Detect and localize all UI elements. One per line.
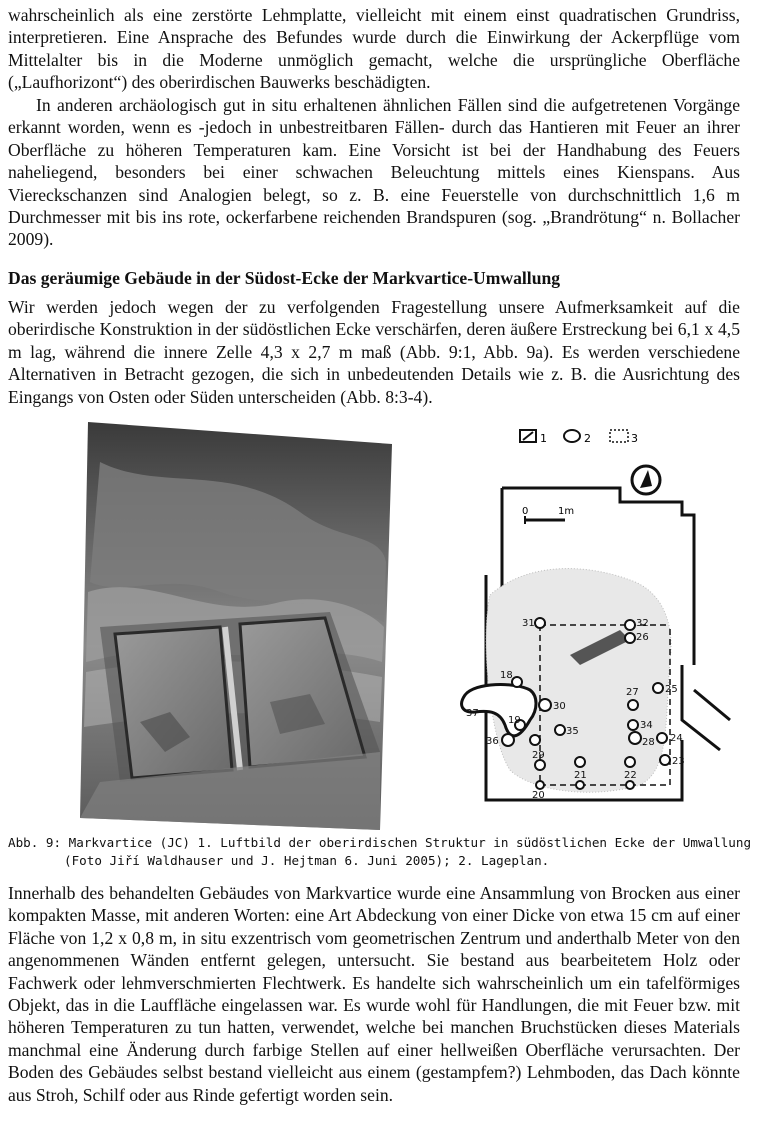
feature-label: 20 [532, 790, 545, 801]
paragraph-analogies: In anderen archäologisch gut in situ erhaltenen ähnlichen Fällen sind die aufgetretenen Vorgänge erkannt worden, wenn es -jedoch in unbestreitbaren Fällen- durch das Hantieren mit Feuer an ihrer Oberfläche zu höheren Temperaturen kam. Eine Vorsicht ist bei der Handhabung des Feuers naheliegend, besonders bei einer schwachen Beleuchtung mittels eines Kienspans. Aus Viereckschanzen sind Analogien belegt, so z. B. eine Feuerstelle von durchschnittlich 1,6 m Durchmesser mit bis ins rote, ockerfarbene reichenden Brandspuren (sog. „Brandrötung“ n. Bollacher 2009). [8, 95, 740, 250]
feature-label: 34 [640, 720, 653, 731]
section-heading: Das geräumige Gebäude in der Südost-Ecke der Markvartice-Umwallung [8, 268, 561, 288]
legend-label-3: 3 [631, 432, 638, 445]
caption-line-1: Abb. 9: Markvartice (JC) 1. Luftbild der oberirdischen Struktur in südöstlichen Ecke der Umwallung [8, 835, 752, 850]
site-plan [420, 420, 738, 828]
feature-label: 32 [636, 618, 649, 629]
feature-label: 25 [665, 684, 678, 695]
feature-label: 19 [508, 715, 521, 726]
feature-label: 28 [642, 737, 655, 748]
feature-label: 24 [670, 733, 683, 744]
legend-label-1: 1 [540, 432, 547, 445]
scale-unit: 1m [558, 506, 575, 517]
feature-label: 37 [466, 708, 479, 719]
feature-label: 36 [486, 736, 499, 747]
feature-label: 26 [636, 632, 649, 643]
paragraph-construction: Wir werden jedoch wegen der zu verfolgenden Fragestellung unsere Aufmerksamkeit auf die oberirdische Konstruktion in der südöstlichen Ecke verschärfen, deren äußere Erstreckung bei 6,1 x 4,5 m lag, während die innere Zelle 4,3 x 2,7 m maß (Abb. 9:1, Abb. 9a). Es werden verschiedene Alternativen in Betracht gezogen, die sich in unbedeutenden Details wie z. B. die Ausrichtung des Eingangs von Osten oder Süden unterscheiden (Abb. 8:3-4). [8, 297, 740, 407]
paragraph-intro: wahrscheinlich als eine zerstörte Lehmplatte, vielleicht mit einem einst quadratischen Grundriss, interpretieren. Eine Ansprache des Befundes wurde durch die Einwirkung der Ackerpflüge vom Mittelalter bis in die Moderne unmöglich gemacht, welche die ursprüngliche Oberfläche („Laufhorizont“) des oberirdischen Bauwerks beschädigten. [8, 5, 740, 93]
feature-label: 31 [522, 618, 535, 629]
feature-label: 23 [672, 756, 685, 767]
feature-label: 22 [624, 770, 637, 781]
feature-label: 35 [566, 726, 579, 737]
caption-line-2: (Foto Jiří Waldhauser und J. Hejtman 6. Juni 2005); 2. Lageplan. [64, 853, 550, 868]
feature-label: 27 [626, 687, 639, 698]
feature-label: 30 [553, 701, 566, 712]
figure-caption [8, 834, 753, 870]
feature-label: 18 [500, 670, 513, 681]
legend [520, 430, 638, 445]
paragraph-findings: Innerhalb des behandelten Gebäudes von Markvartice wurde eine Ansammlung von Brocken aus einer kompakten Masse, mit anderen Worten: eine Art Abdeckung von einer Dicke von etwa 15 cm auf einer Fläche von 1,2 x 0,8 m, in situ exzentrisch vom geometrischen Zentrum und anderthalb Meter von den angenommenen Wänden entfernt gelegen, untersucht. Sie bestand aus bearbeitetem Holz oder Fachwerk oder lehmverschmierten Flechtwerk. Es handelte sich wahrscheinlich um ein tafelförmiges Objekt, das in die Lauffläche eingelassen war. Es wurde wohl für Handlungen, die mit Feuer bzw. mit höheren Temperaturen zu tun hatten, verwendet, welche bei manchen Bruchstücken dieses Materials manchmal eine Änderung durch farbige Stellen auf einer hellweißen Oberfläche verursachten. Der Boden des Gebäudes selbst bestand vielleicht aus einem (gestampfem?) Lehmboden, das Dach könnte aus Stroh, Schilf oder aus Rinde gefertigt worden sein. [8, 883, 740, 1105]
feature-label: 21 [574, 770, 587, 781]
scale-zero: 0 [522, 506, 529, 517]
legend-label-2: 2 [584, 432, 591, 445]
feature-label: 29 [532, 750, 545, 761]
aerial-photo [80, 422, 392, 830]
